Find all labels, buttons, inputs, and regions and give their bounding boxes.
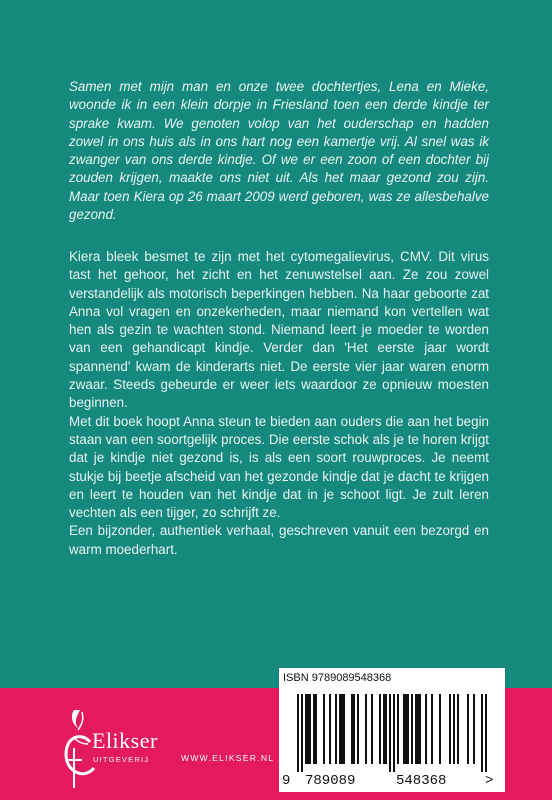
barcode-bar <box>313 694 315 764</box>
barcode-bar <box>385 694 387 764</box>
barcode-bar <box>357 694 359 764</box>
barcode-bar <box>425 694 427 764</box>
barcode-bar <box>323 694 325 764</box>
barcode-bar <box>305 694 307 764</box>
barcode-bar <box>481 694 483 772</box>
barcode-bar <box>397 694 399 764</box>
barcode-bar <box>405 694 407 764</box>
barcode-right-digits: 548368 <box>396 773 447 789</box>
barcode-bar <box>417 694 419 764</box>
barcode-bar <box>351 694 353 764</box>
description-paragraph-3: Een bijzonder, authentiek verhaal, geschreven vanuit een bezorgd en warm moederhart. <box>69 523 489 557</box>
barcode-bar <box>415 694 417 764</box>
barcode-bar <box>301 694 303 772</box>
barcode-quiet-mark: > <box>485 773 494 789</box>
barcode-bar <box>379 694 381 764</box>
barcode-bar <box>383 694 385 764</box>
barcode-bar <box>341 694 343 764</box>
barcode-bar <box>365 694 367 764</box>
barcode-bar <box>371 694 373 764</box>
description-paragraph-1: Kiera bleek besmet te zijn met het cytomegalievirus, CMV. Dit virus tast het gehoor, het zicht en het zenuwstelsel aan. Ze zou zowel verstandelijk als motorisch beperkingen hebben. Na haar geboorte zat Anna vol vragen en onzekerheden, maar niemand kon vertellen wat hen als gezin te wachten stond. Niemand leert je moeder te worden van een gehandicapt kindje. Verder dan 'Het eerste jaar wordt spannend' kwam de kinderarts niet. De eerste vier jaar waren enorm zwaar. Steeds gebeurde er weer iets waardoor ze opnieuw moesten beginnen. <box>69 249 489 411</box>
barcode-bar <box>403 694 405 764</box>
barcode-bar <box>453 694 455 764</box>
isbn-label: ISBN 9789089548368 <box>279 668 505 688</box>
barcode-bar <box>329 694 331 764</box>
barcode-bar <box>449 694 451 764</box>
barcode-bar <box>343 694 345 764</box>
publisher-name: Elikser <box>92 728 158 753</box>
barcode-bar <box>393 694 395 772</box>
barcode-bar <box>439 694 441 764</box>
barcode-bar <box>315 694 317 764</box>
description-paragraph-2: Met dit boek hoopt Anna steun te bieden aan ouders die aan het begin staan van een soortgelijk proces. Die eerste schok als je te horen krijgt dat je kindje niet gezond is, is als een soort rouwproces. Je neemt stukje bij beetje afscheid van het gezonde kindje dat je dacht te krijgen en leert te houden van het kindje dat in je schoot ligt. Je zult leren vechten als een tijger, zo schrijft ze. <box>69 413 489 521</box>
barcode-bar <box>307 694 309 764</box>
publisher-band <box>0 688 552 800</box>
barcode-bar <box>431 694 433 764</box>
description-text <box>69 248 489 559</box>
barcode-bar <box>335 694 337 764</box>
barcode-bar <box>407 694 409 764</box>
barcode-bars <box>293 694 491 772</box>
barcode-bar <box>485 694 487 772</box>
barcode-left-digits: 789089 <box>305 773 356 789</box>
barcode-bar <box>339 694 341 764</box>
barcode-bar <box>457 694 459 764</box>
barcode-bar <box>309 694 311 764</box>
barcode-bar <box>473 694 475 764</box>
barcode-bar <box>297 694 299 772</box>
barcode-bar <box>411 694 413 764</box>
intro-paragraph: Samen met mijn man en onze twee dochtertjes, Lena en Mieke, woonde ik in een klein dorpje in Friesland toen een derde kindje ter sprake kwam. We genoten volop van het ouderschap en hadden zowel in ons huis als in ons hart nog een kamertje vrij. Al snel was ik zwanger van ons derde kindje. Of we er een zoon of een dochter bij zouden krijgen, maakte ons niet uit. Als het maar gezond zou zijn. Maar toen Kiera op 26 maart 2009 werd geboren, was ze allesbehalve gezond. <box>69 79 489 223</box>
barcode-bar <box>389 694 391 772</box>
barcode <box>279 688 505 792</box>
publisher-url: WWW.ELIKSER.NL <box>181 753 275 763</box>
barcode-bar <box>419 694 421 764</box>
barcode-bar <box>467 694 469 764</box>
barcode-first-digit: 9 <box>282 773 291 789</box>
barcode-bar <box>353 694 355 764</box>
publisher-subtitle: UITGEVERIJ <box>93 755 150 764</box>
